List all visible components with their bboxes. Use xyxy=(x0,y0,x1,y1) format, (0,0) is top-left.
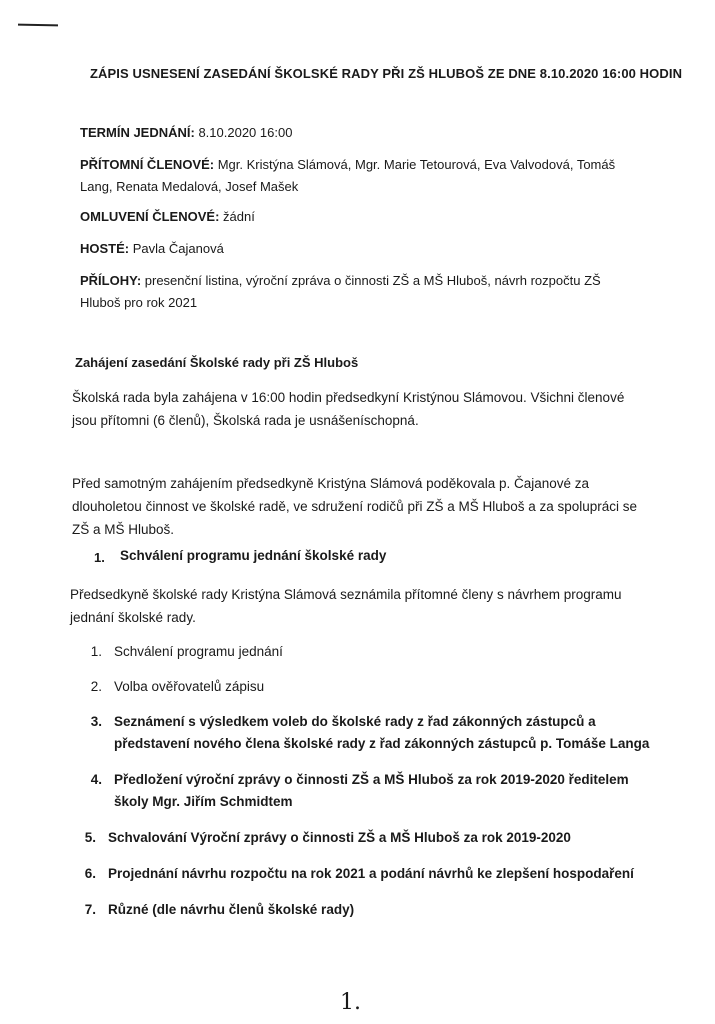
pritomni-label: PŘÍTOMNÍ ČLENOVÉ: xyxy=(80,157,215,172)
program-item-number: 3. xyxy=(90,714,102,729)
pen-mark xyxy=(18,24,58,27)
opening-paragraph-2: Před samotným zahájením předsedkyně Kristýna Slámová poděkovala p. Čajanové za dlouholetou činnost ve školské radě, ve sdružení rodičů při ZŠ a MŠ Hluboš a za spolupráci se ZŠ a MŠ Hluboš. xyxy=(72,476,638,537)
program-item-number: 7. xyxy=(84,902,96,917)
hoste-label: HOSTÉ: xyxy=(80,241,130,256)
section-1-intro: Předsedkyně školské rady Kristýna Slámová seznámila přítomné členy s návrhem programu jednání školské rady. xyxy=(70,587,622,625)
program-item-number: 2. xyxy=(90,679,102,694)
document-title: ZÁPIS USNESENÍ ZASEDÁNÍ ŠKOLSKÉ RADY PŘI ZŠ HLUBOŠ ZE DNE 8.10.2020 16:00 HODIN xyxy=(90,66,683,81)
section-1-number: 1. xyxy=(94,550,105,565)
meta-termin xyxy=(80,122,640,144)
pritomni-value: Mgr. Kristýna Slámová, Mgr. Marie Tetourová, Eva Valvodová, Tomáš Lang, Renata Medalová, Josef Mašek xyxy=(80,157,616,194)
opening-heading: Zahájení zasedání Školské rady při ZŠ Hluboš xyxy=(75,355,359,370)
program-item-number: 5. xyxy=(84,830,96,845)
meta-pritomni xyxy=(80,154,640,198)
program-item-text: Volba ověřovatelů zápisu xyxy=(114,679,265,694)
program-item-text: Předložení výroční zprávy o činnosti ZŠ a MŠ Hluboš za rok 2019-2020 ředitelem školy Mgr. Jiřím Schmidtem xyxy=(114,772,629,809)
program-item-number: 6. xyxy=(84,866,96,881)
omluveni-value: žádní xyxy=(219,209,255,224)
meta-omluveni xyxy=(80,206,640,228)
program-item-text: Schvalování Výroční zprávy o činnosti ZŠ a MŠ Hluboš za rok 2019-2020 xyxy=(108,830,571,845)
prilohy-label: PŘÍLOHY: xyxy=(80,273,142,288)
program-item-text: Různé (dle návrhu členů školské rady) xyxy=(108,902,355,917)
prilohy-value: presenční listina, výroční zpráva o činnosti ZŠ a MŠ Hluboš, návrh rozpočtu ZŠ Hluboš pro rok 2021 xyxy=(80,273,601,310)
program-item-number: 1. xyxy=(90,644,102,659)
program-item-text: Seznámení s výsledkem voleb do školské rady z řad zákonných zástupců a představení nového člena školské rady z řad zákonných zástupců p. Tomáše Langa xyxy=(114,714,650,751)
meta-prilohy xyxy=(80,270,640,314)
program-item-text: Schválení programu jednání xyxy=(114,644,283,659)
termin-value: 8.10.2020 16:00 xyxy=(194,125,293,140)
program-item-number: 4. xyxy=(90,772,102,787)
opening-paragraph-1: Školská rada byla zahájena v 16:00 hodin předsedkyní Kristýnou Slámovou. Všichni členové jsou přítomni (6 členů), Školská rada je usnášeníschopná. xyxy=(72,390,625,428)
omluveni-label: OMLUVENÍ ČLENOVÉ: xyxy=(80,209,220,224)
section-1-heading: Schválení programu jednání školské rady xyxy=(120,548,387,563)
meta-hoste xyxy=(80,238,640,260)
hoste-value: Pavla Čajanová xyxy=(129,241,224,256)
page-number: 1. xyxy=(340,990,361,1015)
program-item-text: Projednání návrhu rozpočtu na rok 2021 a podání návrhů ke zlepšení hospodaření xyxy=(108,866,634,881)
termin-label: TERMÍN JEDNÁNÍ: xyxy=(80,125,195,140)
